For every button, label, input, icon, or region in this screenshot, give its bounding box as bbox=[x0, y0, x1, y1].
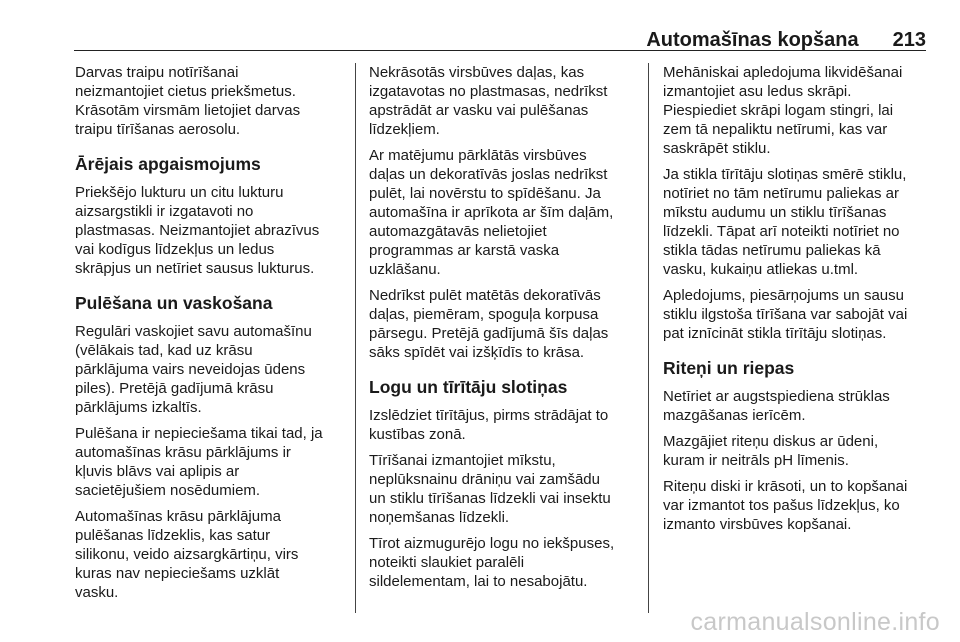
paragraph-tar-stains: Darvas traipu notīrīšanai neizmantojiet cietus priekšmetus. Krāsotām virsmām lietojiet darvas traipu tīrīšanas aerosolu. bbox=[75, 64, 301, 138]
column-middle bbox=[369, 63, 641, 598]
column-divider-1 bbox=[355, 63, 356, 613]
paragraph-switch-off-wipers: Izslēdziet tīrītājus, pirms strādājat to kustības zonā. bbox=[369, 407, 609, 443]
column-right bbox=[663, 63, 929, 541]
paragraph-silicone-polish: Automašīnas krāsu pārklājuma pulēšanas līdzeklis, kas satur silikonu, veido aizsargkārtiņu, virs kuras nav nepieciešams uzklāt vasku. bbox=[75, 508, 299, 601]
column-divider-2 bbox=[648, 63, 649, 613]
paragraph-rear-window: Tīrot aizmugurējo logu no iekšpuses, noteikti slaukiet paralēli sildelementam, lai to nesabojātu. bbox=[369, 535, 615, 590]
paragraph-headlight-care: Priekšējo lukturu un citu lukturu aizsargstikli ir izgatavoti no plastmasas. Neizmantojiet abrazīvus vai kodīgus līdzekļus un ledus skrāpjus un netīriet sausus lukturus. bbox=[75, 184, 320, 277]
paragraph-high-pressure: Netīriet ar augstspiediena strūklas mazgāšanas ierīcēm. bbox=[663, 388, 890, 424]
paragraph-wash-wheels: Mazgājiet riteņu diskus ar ūdeni, kuram ir neitrāls pH līmenis. bbox=[663, 433, 879, 469]
page-number: 213 bbox=[892, 29, 926, 51]
heading-windows-wipers: Logu un tīrītāju slotiņas bbox=[369, 377, 568, 397]
paragraph-painted-wheels: Riteņu diski ir krāsoti, un to kopšanai var izmantot tos pašus līdzekļus, ko izmanto virsbūves kopšanai. bbox=[663, 478, 908, 533]
paragraph-matte-parts: Ar matējumu pārklātās virsbūves daļas un dekoratīvās joslas nedrīkst pulēt, lai novērstu to spīdēšanu. Ja automašīna ir aprīkota ar šīm daļām, automazgātavās nelietojiet programmas ar karstā vaska uzklāšanu. bbox=[369, 147, 614, 278]
watermark: carmanualsonline.info bbox=[690, 608, 940, 636]
paragraph-matte-trim: Nedrīkst pulēt matētās dekoratīvās daļas, piemēram, spoguļa korpusa pārsegu. Pretējā gadījumā šīs daļas sāks spīdēt vai izšķīdīs to krāsa. bbox=[369, 287, 609, 361]
page-title: Automašīnas kopšana bbox=[646, 29, 859, 51]
paragraph-ice-scraper: Mehāniskai apledojuma likvidēšanai izmantojiet asu ledus skrāpi. Piespiediet skrāpi logam stingri, lai zem tā nepaliktu netīrumi, kas var saskrāpēt stiklu. bbox=[663, 64, 903, 157]
paragraph-wiper-damage: Apledojums, piesārņojums un sausu stiklu ilgstoša tīrīšana var sabojāt vai pat iznīcināt stikla tīrītāju slotiņas. bbox=[663, 287, 908, 342]
paragraph-polishing-needed: Pulēšana ir nepieciešama tikai tad, ja automašīnas krāsu pārklājums ir kļuvis blāvs vai aplipis ar sacietējušiem nosēdumiem. bbox=[75, 425, 323, 499]
page-header bbox=[74, 18, 926, 52]
paragraph-cleaning-cloth: Tīrīšanai izmantojiet mīkstu, neplūksnainu drāniņu vai zamšādu un stiklu tīrīšanas līdzekli vai insektu noņemšanas līdzekli. bbox=[369, 452, 611, 526]
paragraph-regular-waxing: Regulāri vaskojiet savu automašīnu (vēlākais tad, kad uz krāsu pārklājuma vairs neveidojas ūdens piles). Pretējā gadījumā krāsu pārklājums izkaltīs. bbox=[75, 323, 312, 416]
column-left bbox=[75, 63, 347, 609]
paragraph-unpainted-plastic: Nekrāsotās virsbūves daļas, kas izgatavotas no plastmasas, nedrīkst apstrādāt ar vasku vai pulēšanas līdzekļiem. bbox=[369, 64, 608, 138]
header-divider bbox=[74, 50, 926, 51]
heading-polishing-waxing: Pulēšana un vaskošana bbox=[75, 293, 273, 313]
paragraph-wiper-smear: Ja stikla tīrītāju slotiņas smērē stiklu, notīriet no tām netīrumu paliekas ar mīkstu audumu un stiklu tīrīšanas līdzekli. Tāpat arī noteikti notīriet no stikla tādas netīrumu paliekas kā vasku, kukaiņu atliekas u.tml. bbox=[663, 166, 907, 278]
heading-exterior-lights: Ārējais apgaismojums bbox=[75, 154, 261, 174]
heading-wheels-tyres: Riteņi un riepas bbox=[663, 358, 795, 378]
